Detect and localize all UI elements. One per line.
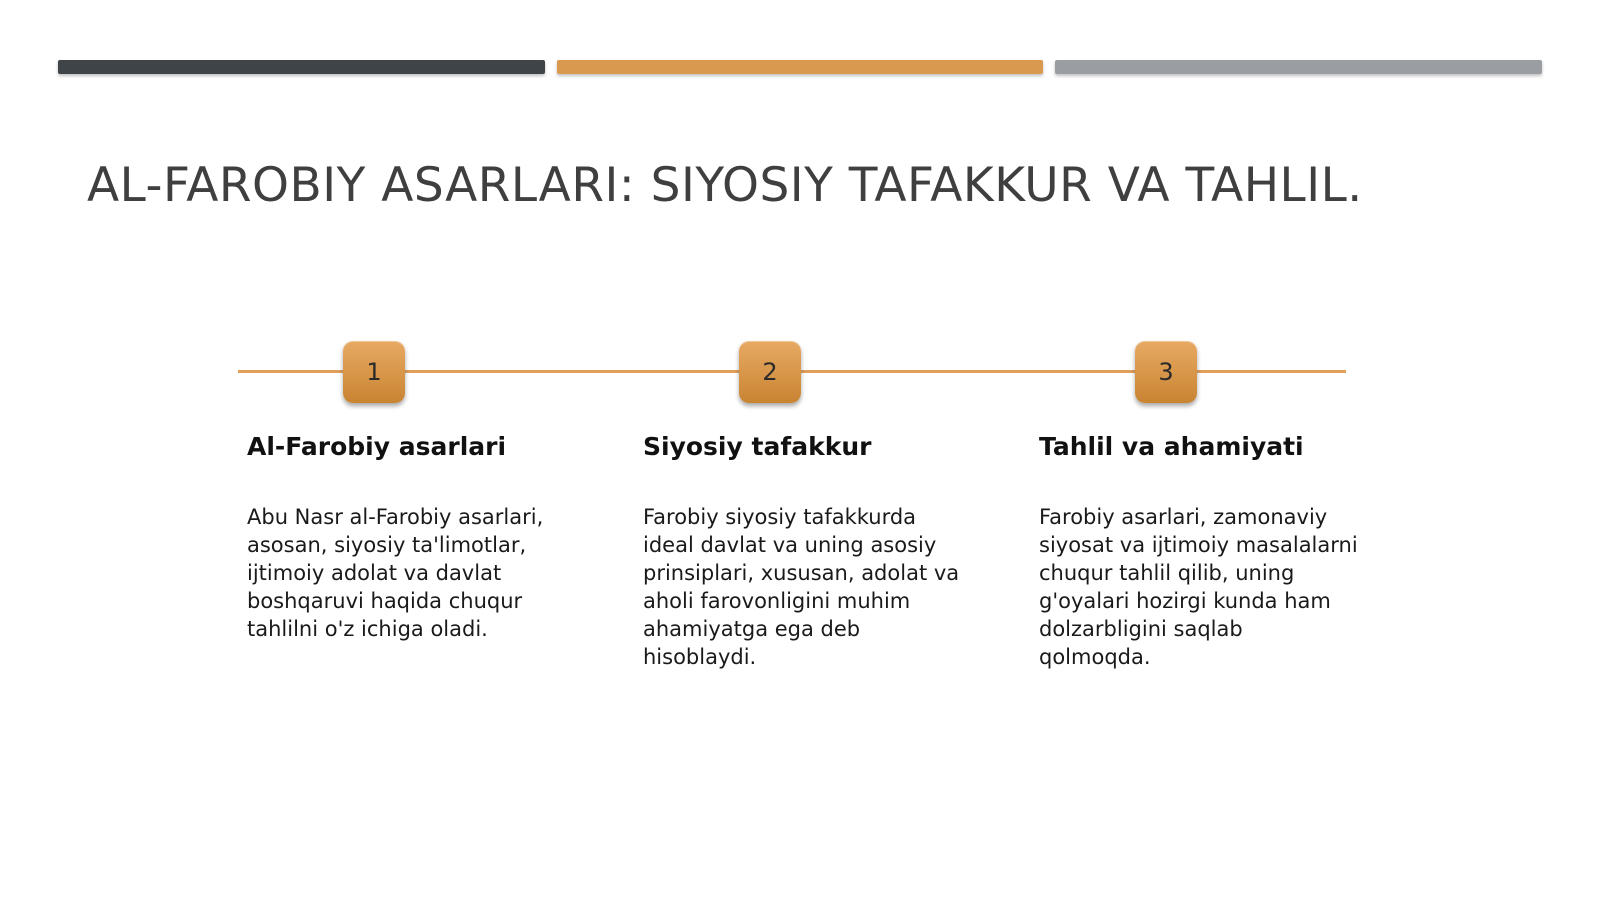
timeline-step-1 [247, 432, 587, 643]
timeline-marker-3: 3 [1135, 341, 1197, 403]
slide-title: AL-FAROBIY ASARLARI: SIYOSIY TAFAKKUR VA TAHLIL. [87, 158, 1363, 213]
timeline-marker-1: 1 [343, 341, 405, 403]
timeline-step-3 [1039, 432, 1379, 671]
timeline-step-2 [643, 432, 983, 671]
top-bar-accent [557, 60, 1043, 74]
step-heading: Siyosiy tafakkur [643, 432, 872, 461]
timeline-marker-2: 2 [739, 341, 801, 403]
step-body: Farobiy asarlari, zamonaviy siyosat va ijtimoiy masalalarni chuqur tahlil qilib, uning g'oyalari hozirgi kunda ham dolzarbligini saqlab qolmoqda. [1039, 505, 1358, 669]
top-bar-gray [1055, 60, 1542, 74]
step-body: Abu Nasr al-Farobiy asarlari, asosan, siyosiy ta'limotlar, ijtimoiy adolat va davlat boshqaruvi haqida chuqur tahlilni o'z ichiga oladi. [247, 505, 544, 641]
step-heading: Tahlil va ahamiyati [1039, 432, 1304, 461]
step-heading: Al-Farobiy asarlari [247, 432, 507, 461]
top-bar-dark [58, 60, 545, 74]
step-body: Farobiy siyosiy tafakkurda ideal davlat va uning asosiy prinsiplari, xususan, adolat va aholi farovonligini muhim ahamiyatga ega deb hisoblaydi. [643, 505, 960, 669]
